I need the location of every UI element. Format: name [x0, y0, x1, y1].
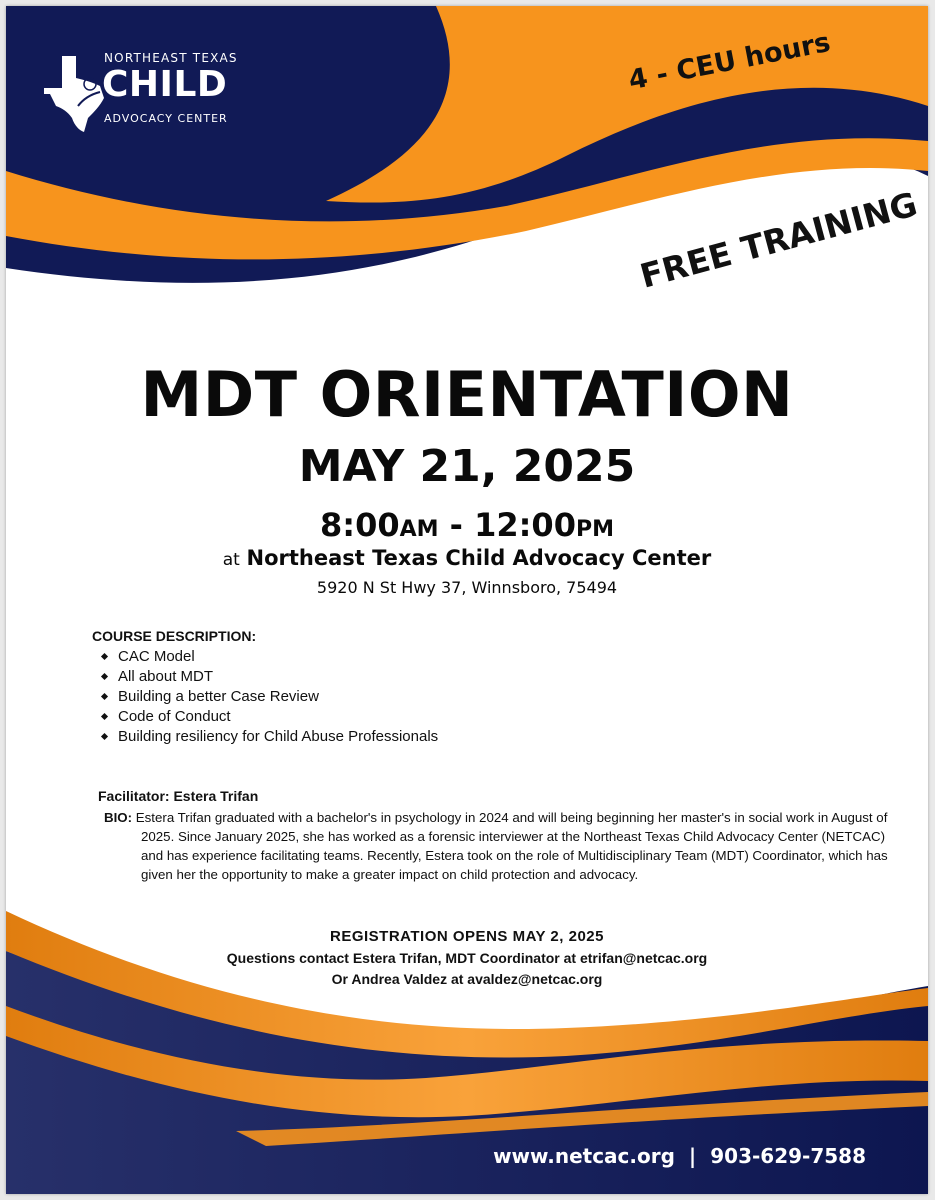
- bullet-diamond-icon: [101, 653, 108, 660]
- course-description: [92, 628, 438, 748]
- netcac-logo[interactable]: [44, 46, 264, 146]
- footer-separator: |: [688, 1144, 697, 1168]
- flyer-page: [6, 6, 928, 1194]
- list-item: Building resiliency for Child Abuse Professionals: [102, 728, 438, 744]
- alternate-contact[interactable]: Or Andrea Valdez at avaldez@netcac.org: [331, 971, 603, 987]
- time-end-suffix: PM: [575, 517, 614, 542]
- bullet-diamond-icon: [101, 733, 108, 740]
- event-address: 5920 N St Hwy 37, Winnsboro, 75494: [316, 578, 618, 597]
- footer-contact: [493, 1144, 866, 1168]
- logo-line3: ADVOCACY CENTER: [104, 112, 228, 125]
- event-title: MDT ORIENTATION: [140, 358, 794, 431]
- facilitator-bio: [104, 808, 901, 884]
- course-heading: COURSE DESCRIPTION:: [92, 628, 257, 644]
- texas-map-icon: [44, 54, 106, 134]
- location-name: Northeast Texas Child Advocacy Center: [246, 546, 712, 570]
- bullet-diamond-icon: [101, 673, 108, 680]
- list-item: Code of Conduct: [102, 708, 438, 724]
- time-start: 8:00: [320, 506, 400, 544]
- list-item: All about MDT: [102, 668, 438, 684]
- facilitator-label: Facilitator: Estera Trifan: [98, 788, 259, 804]
- list-item: Building a better Case Review: [102, 688, 438, 704]
- website-link[interactable]: www.netcac.org: [493, 1144, 675, 1168]
- bullet-diamond-icon: [101, 713, 108, 720]
- list-item: CAC Model: [102, 648, 438, 664]
- event-date: MAY 21, 2025: [298, 441, 636, 492]
- time-end: 12:00: [474, 506, 576, 544]
- time-separator: -: [438, 506, 475, 544]
- registration-opens: REGISTRATION OPENS MAY 2, 2025: [330, 928, 604, 945]
- event-time: [6, 506, 928, 544]
- phone-number[interactable]: 903-629-7588: [710, 1144, 866, 1168]
- ceu-badge: 4 - CEU hours: [626, 26, 833, 97]
- bullet-diamond-icon: [101, 693, 108, 700]
- logo-line1: NORTHEAST TEXAS: [104, 51, 238, 65]
- background-waves: [6, 6, 928, 1194]
- time-start-suffix: AM: [399, 517, 439, 542]
- free-training-badge: FREE TRAINING: [636, 184, 922, 296]
- location-at: at: [222, 550, 240, 570]
- course-list: [92, 648, 438, 744]
- bio-label: BIO:: [104, 810, 133, 825]
- logo-line2: CHILD: [102, 64, 228, 105]
- event-location: [6, 546, 928, 570]
- questions-contact[interactable]: Questions contact Estera Trifan, MDT Coordinator at etrifan@netcac.org: [226, 950, 708, 966]
- bio-text: Estera Trifan graduated with a bachelor's in psychology in 2024 and will being beginning her master's in social work in August of 2025. Since January 2025, she has worked as a forensic interviewer at the Northeast Texas Child Advocacy Center (NETCAC) and has experience facilitating teams. Recently, Estera took on the role of Multidisciplinary Team (MDT) Coordinator, which has given her the opportunity to make a greater impact on child protection and advocacy.: [135, 810, 888, 882]
